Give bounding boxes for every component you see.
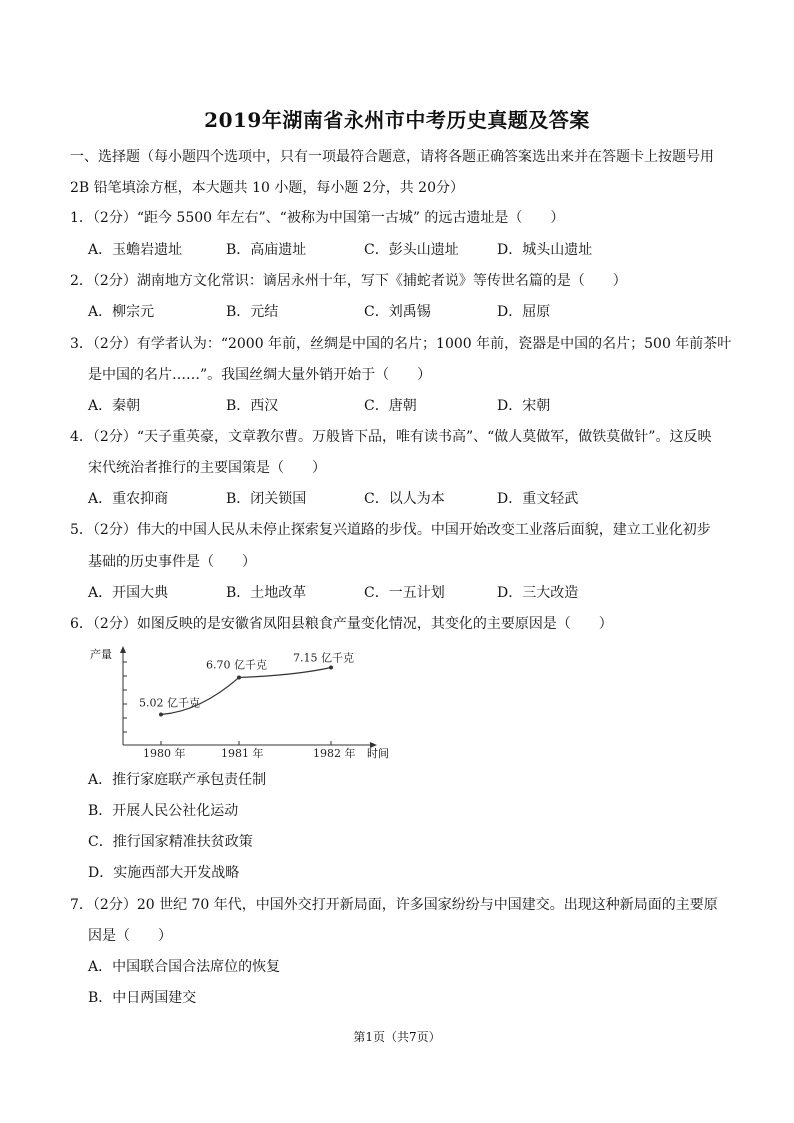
question-2-option-d: D．屈原 [497, 304, 551, 320]
question-6-option-d: D．实施西部大开发战略 [88, 865, 240, 881]
question-3-option-c: C．唐朝 [364, 398, 417, 414]
question-7-text-line-1: 7．（2分）20 世纪 70 年代，中国外交打开新局面，许多国家纷纷与中国建交。出现这种新局面的主要原 [70, 897, 718, 913]
y-axis-label: 产量 [90, 648, 112, 661]
question-3-option-d: D．宋朝 [497, 398, 551, 414]
question-4-option-b: B．闭关锁国 [226, 491, 307, 507]
x-tick-label-3: 1982 年 [313, 747, 356, 760]
grain-output-chart [88, 642, 398, 760]
question-5-option-a: A．开国大典 [88, 585, 169, 601]
question-5-text-line-2: 基础的历史事件是（ ） [88, 554, 256, 570]
data-label-1: 5.02 亿千克 [139, 696, 200, 710]
question-6-option-c: C．推行国家精准扶贫政策 [88, 834, 253, 850]
question-6-text: 6．（2分）如图反映的是安徽省凤阳县粮食产量变化情况，其变化的主要原因是（ ） [70, 616, 613, 632]
data-label-3: 7.15 亿千克 [293, 651, 354, 665]
x-tick-label-1: 1980 年 [143, 747, 186, 760]
question-1-option-c: C．彭头山遗址 [364, 242, 459, 258]
question-4-option-a: A．重农抑商 [88, 491, 169, 507]
data-point-1 [159, 713, 163, 717]
question-3-option-b: B．西汉 [226, 398, 279, 414]
question-1-text: 1．（2分）“距今 5500 年左右”、“被称为中国第一古城” 的远古遗址是（ ） [70, 210, 565, 226]
data-label-2: 6.70 亿千克 [206, 658, 267, 672]
question-5-text-line-1: 5．（2分）伟大的中国人民从未停止探索复兴道路的步伐。中国开始改变工业落后面貌，建立工业化初步 [70, 522, 711, 538]
y-axis [120, 646, 126, 745]
question-3-text-line-1: 3．（2分）有学者认为：“2000 年前，丝绸是中国的名片；1000 年前，瓷器是中国的名片；500 年前茶叶 [70, 336, 732, 352]
question-2-option-c: C．刘禹锡 [364, 304, 431, 320]
question-5-option-d: D．三大改造 [497, 585, 579, 601]
question-4-option-c: C．以人为本 [364, 491, 445, 507]
question-7-text-line-2: 因是（ ） [88, 928, 172, 944]
x-tick-label-2: 1981 年 [221, 747, 264, 760]
question-5-option-c: C．一五计划 [364, 585, 445, 601]
page-footer: 第1页（共7页） [353, 1030, 441, 1044]
question-1-option-a: A．玉蟾岩遗址 [88, 242, 183, 258]
question-4-option-d: D．重文轻武 [497, 491, 579, 507]
question-6-option-b: B．开展人民公社化运动 [88, 803, 239, 819]
question-4-text-line-2: 宋代统治者推行的主要国策是（ ） [88, 460, 326, 476]
section-heading-line-2: 2B 铅笔填涂方框，本大题共 10 小题，每小题 2分，共 20分） [70, 180, 464, 196]
question-3-option-a: A．秦朝 [88, 398, 141, 414]
question-1-option-b: B．高庙遗址 [226, 242, 307, 258]
question-4-text-line-1: 4．（2分）“天子重英豪，文章教尔曹。万般皆下品，唯有读书高”、“做人莫做军，做铁莫做针”。这反映 [70, 429, 712, 445]
page-title: 2019年湖南省永州市中考历史真题及答案 [204, 108, 590, 132]
y-axis-ticks [123, 662, 127, 732]
question-5-option-b: B．土地改革 [226, 585, 307, 601]
question-2-option-b: B．元结 [226, 304, 279, 320]
section-heading-line-1: 一、选择题（每小题四个选项中，只有一项最符合题意，请将各题正确答案选出来并在答题卡上按题号用 [70, 149, 714, 165]
data-point-2 [237, 675, 241, 679]
question-7-option-a: A．中国联合国合法席位的恢复 [88, 959, 281, 975]
x-axis-label: 时间 [367, 747, 389, 760]
question-2-option-a: A．柳宗元 [88, 304, 155, 320]
question-3-text-line-2: 是中国的名片……”。我国丝绸大量外销开始于（ ） [88, 367, 432, 383]
question-7-option-b: B．中日两国建交 [88, 990, 197, 1006]
question-1-option-d: D．城头山遗址 [497, 242, 593, 258]
question-2-text: 2．（2分）湖南地方文化常识：谪居永州十年，写下《捕蛇者说》等传世名篇的是（ ） [70, 273, 627, 289]
question-6-option-a: A．推行家庭联产承包责任制 [88, 772, 267, 788]
data-point-3 [329, 666, 333, 670]
